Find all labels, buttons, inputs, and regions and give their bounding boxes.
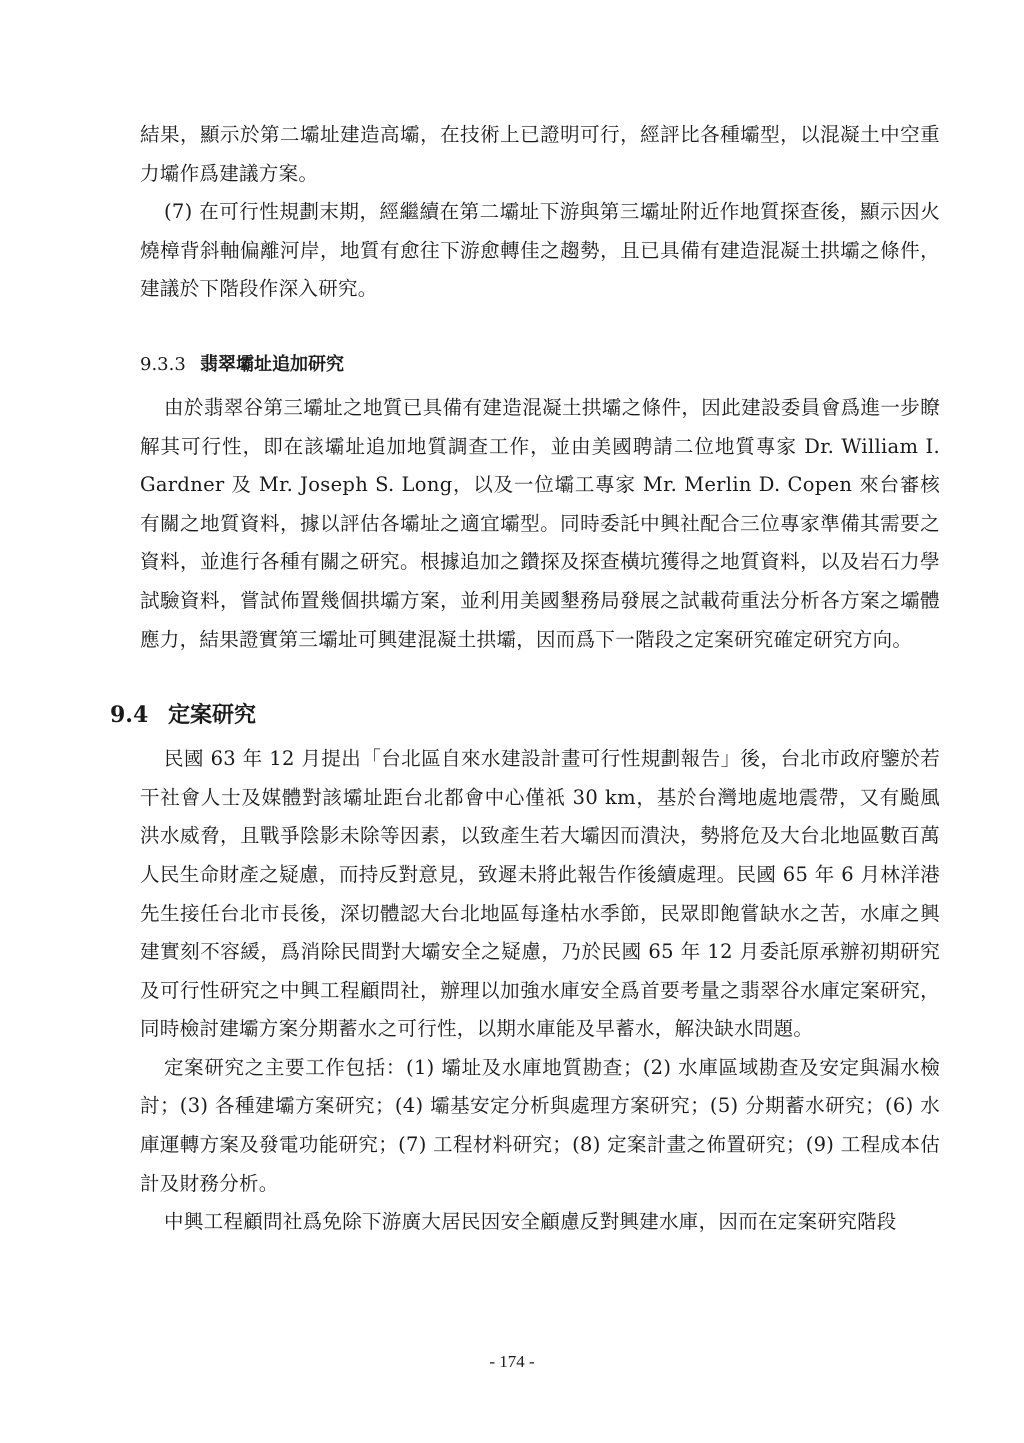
section-number: 9.4 [110,702,149,729]
paragraph-9-4-continued: 中興工程顧問社爲免除下游廣大居民因安全顧慮反對興建水庫，因而在定案研究階段 [164,1210,897,1234]
section-heading-9-3-3 [140,347,940,383]
paragraph-9-3-3: 由於翡翠谷第三壩址之地質已具備有建造混凝土拱壩之條件，因此建設委員會爲進一步瞭解其可行性，即在該壩址追加地質調查工作，並由美國聘請二位地質專家 Dr. William I. Gardner 及 Mr. Joseph S. Long，以及一位壩工專家 Mr. Merlin D. Copen 來台審核有關之地質資料，據以評估各壩址之適宜壩型。同時委託中興社配合三位專家準備其需要之資料，並進行各種有關之研究。根據追加之鑽探及探查橫坑獲得之地質資料，以及岩石力學試驗資料，嘗試佈置幾個拱壩方案，並利用美國墾務局發展之試載荷重法分析各方案之壩體應力，結果證實第三壩址可興建混凝土拱壩，因而爲下一階段之定案研究確定研究方向。 [140,395,940,651]
page-number: - 174 - [489,1352,535,1371]
section-title: 定案研究 [168,703,257,729]
page-content [110,116,940,1242]
paragraph-9-4-intro: 民國 63 年 12 月提出「台北區自來水建設計畫可行性規劃報告」後，台北市政府鑒於若干社會人士及媒體對該壩址距台北都會中心僅祇 30 km，基於台灣地處地震帶，又有颱風洪水威脅，且戰爭陰影未除等因素，以致產生若大壩因而潰決，勢將危及大台北地區數百萬人民生命財產之疑慮，而持反對意見，致遲未將此報告作後續處理。民國 65 年 6 月林洋港先生接任台北市長後，深切體認大台北地區每逢枯水季節，民眾即飽嘗缺水之苦，水庫之興建實刻不容緩，爲消除民間對大壩安全之疑慮，乃於民國 65 年 12 月委託原承辦初期研究及可行性研究之中興工程顧問社，辦理以加強水庫安全爲首要考量之翡翠谷水庫定案研究，同時檢討建壩方案分期蓄水之可行性，以期水庫能及早蓄水，解決缺水問題。 [140,747,940,1041]
section-heading-9-4 [110,695,940,736]
paragraph-item-7: (7) 在可行性規劃末期，經繼續在第二壩址下游與第三壩址附近作地質探查後，顯示因火燒樟背斜軸偏離河岸，地質有愈往下游愈轉佳之趨勢，且已具備有建造混凝土拱壩之條件，建議於下階段作深入研究。 [140,200,940,301]
paragraph-9-4-tasks: 定案研究之主要工作包括：(1) 壩址及水庫地質勘查；(2) 水庫區域勘查及安定與漏水檢討；(3) 各種建壩方案研究；(4) 壩基安定分析與處理方案研究；(5) 分期蓄水研究；(6) 水庫運轉方案及發電功能研究；(7) 工程材料研究；(8) 定案計畫之佈置研究；(9) 工程成本估計及財務分析。 [140,1055,940,1195]
section-title: 翡翠壩址追加研究 [200,353,344,375]
paragraph-conclusion: 結果，顯示於第二壩址建造高壩，在技術上已證明可行，經評比各種壩型，以混凝土中空重力壩作爲建議方案。 [140,123,940,185]
section-number: 9.3.3 [140,353,186,375]
